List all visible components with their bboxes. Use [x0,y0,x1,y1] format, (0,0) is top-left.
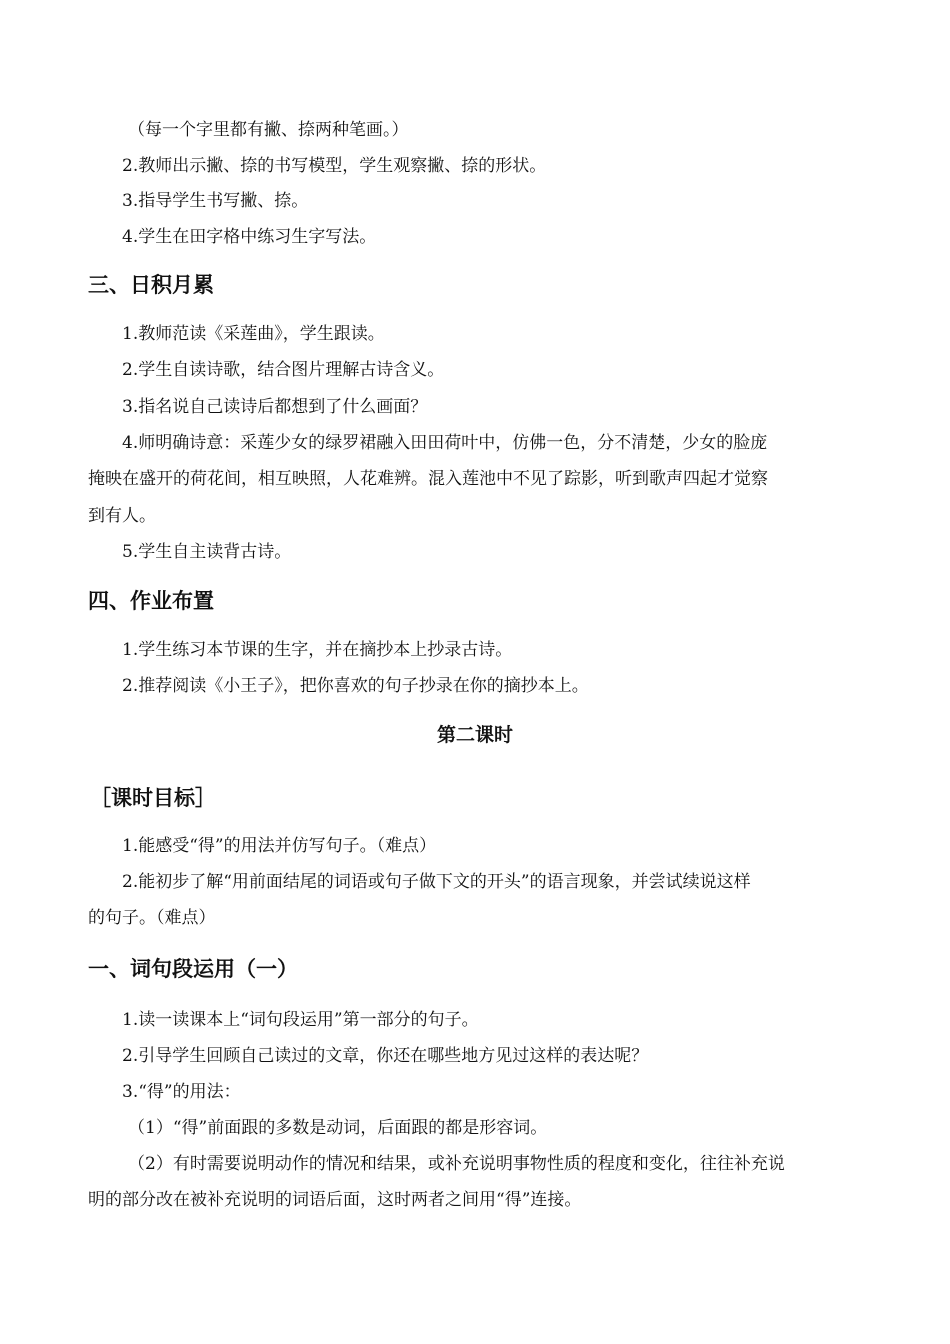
sub-item-line: 明的部分改在被补充说明的词语后面，这时两者之间用“得”连接。 [88,1190,582,1210]
objective-item-line: 2.能初步了解“用前面结尾的词语或句子做下文的开头”的语言现象，并尝试续说这样 [122,872,751,892]
list-item: 3.“得”的用法： [122,1082,241,1102]
list-item: 1.教师范读《采莲曲》，学生跟读。 [122,324,385,344]
list-item: 3.指导学生书写撇、捺。 [122,191,309,211]
list-item: 4.学生在田字格中练习生字写法。 [122,227,377,247]
section-heading-daily-accumulation: 三、日积月累 [88,273,214,297]
list-item-line: 掩映在盛开的荷花间，相互映照，人花难辨。混入莲池中不见了踪影，听到歌声四起才觉察 [88,469,768,489]
list-item-line: 到有人。 [88,506,156,526]
section-heading-word-usage: 一、词句段运用（一） [88,957,298,981]
list-item: 2.学生自读诗歌，结合图片理解古诗含义。 [122,360,445,380]
lesson-title: 第二课时 [436,724,513,746]
list-item: 2.引导学生回顾自己读过的文章，你还在哪些地方见过这样的表达呢？ [122,1046,649,1066]
objectives-heading: ［课时目标］ [90,786,216,810]
sub-item: （1）“得”前面跟的多数是动词，后面跟的都是形容词。 [128,1118,548,1138]
list-item: 1.读一读课本上“词句段运用”第一部分的句子。 [122,1010,479,1030]
list-item: 3.指名说自己读诗后都想到了什么画面？ [122,397,428,417]
sub-item-line: （2）有时需要说明动作的情况和结果，或补充说明事物性质的程度和变化，往往补充说 [128,1154,785,1174]
list-item: 2.推荐阅读《小王子》，把你喜欢的句子抄录在你的摘抄本上。 [122,676,589,696]
list-item-line: 4.师明确诗意：采莲少女的绿罗裙融入田田荷叶中，仿佛一色，分不清楚，少女的脸庞 [122,433,768,453]
section-heading-homework: 四、作业布置 [88,589,214,613]
paragraph-note: （每一个字里都有撇、捺两种笔画。） [128,120,409,140]
list-item: 1.学生练习本节课的生字，并在摘抄本上抄录古诗。 [122,640,513,660]
objective-item-line: 的句子。（难点） [88,908,216,928]
objective-item: 1.能感受“得”的用法并仿写句子。（难点） [122,836,437,856]
list-item: 2.教师出示撇、捺的书写模型，学生观察撇、捺的形状。 [122,156,547,176]
list-item: 5.学生自主读背古诗。 [122,542,292,562]
